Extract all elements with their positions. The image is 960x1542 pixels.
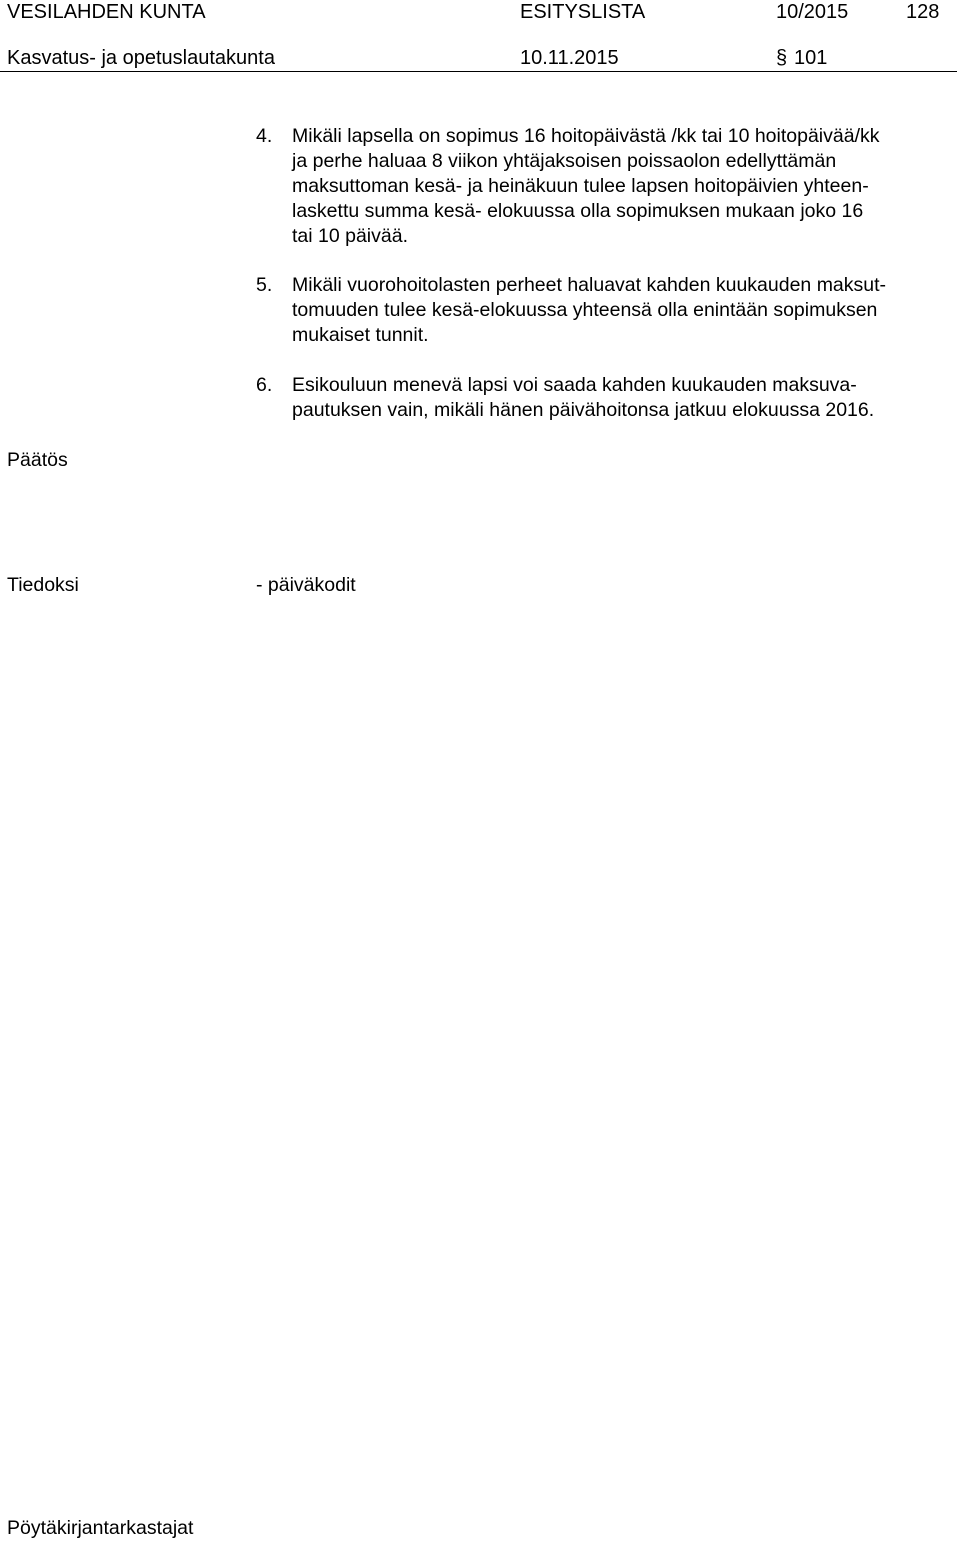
meeting-date: 10.11.2015 [520, 47, 619, 69]
municipality-name: VESILAHDEN KUNTA [7, 1, 206, 23]
item-text-line: Mikäli lapsella on sopimus 16 hoitopäivästä /kk tai 10 hoitopäivää/kk [292, 125, 880, 147]
header-divider [0, 71, 957, 72]
list-item [256, 373, 956, 423]
item-text-line: Esikouluun menevä lapsi voi saada kahden kuukauden maksuva- [292, 374, 857, 396]
item-text-line: laskettu summa kesä- elokuussa olla sopimuksen mukaan joko 16 [292, 200, 864, 222]
item-text-line: tomuuden tulee kesä-elokuussa yhteensä olla enintään sopimuksen [292, 299, 878, 321]
minutes-reviewers-label: Pöytäkirjantarkastajat [7, 1517, 194, 1539]
decision-label: Päätös [7, 449, 68, 471]
issue-number: 10/2015 [776, 1, 849, 23]
info-label: Tiedoksi [7, 574, 79, 596]
item-text-line: pautuksen vain, mikäli hänen päivähoitonsa jatkuu elokuussa 2016. [292, 399, 875, 421]
item-text-line: tai 10 päivää. [292, 225, 409, 247]
document-type: ESITYSLISTA [520, 1, 646, 23]
item-number: 4. [256, 125, 273, 147]
item-number: 6. [256, 374, 273, 396]
page-number: 128 [906, 1, 940, 23]
item-number: 5. [256, 274, 273, 296]
board-name: Kasvatus- ja opetuslautakunta [7, 47, 275, 69]
section-number: 101 [794, 47, 828, 69]
list-item [256, 124, 956, 249]
item-text-line: maksuttoman kesä- ja heinäkuun tulee lapsen hoitopäivien yhteen- [292, 175, 869, 197]
section-symbol: § [776, 47, 788, 69]
item-text-line: mukaiset tunnit. [292, 324, 429, 346]
item-text-line: ja perhe haluaa 8 viikon yhtäjaksoisen poissaolon edellyttämän [292, 150, 837, 172]
list-item [256, 273, 956, 348]
item-text-line: Mikäli vuorohoitolasten perheet haluavat kahden kuukauden maksut- [292, 274, 887, 296]
info-recipients: - päiväkodit [256, 574, 356, 596]
